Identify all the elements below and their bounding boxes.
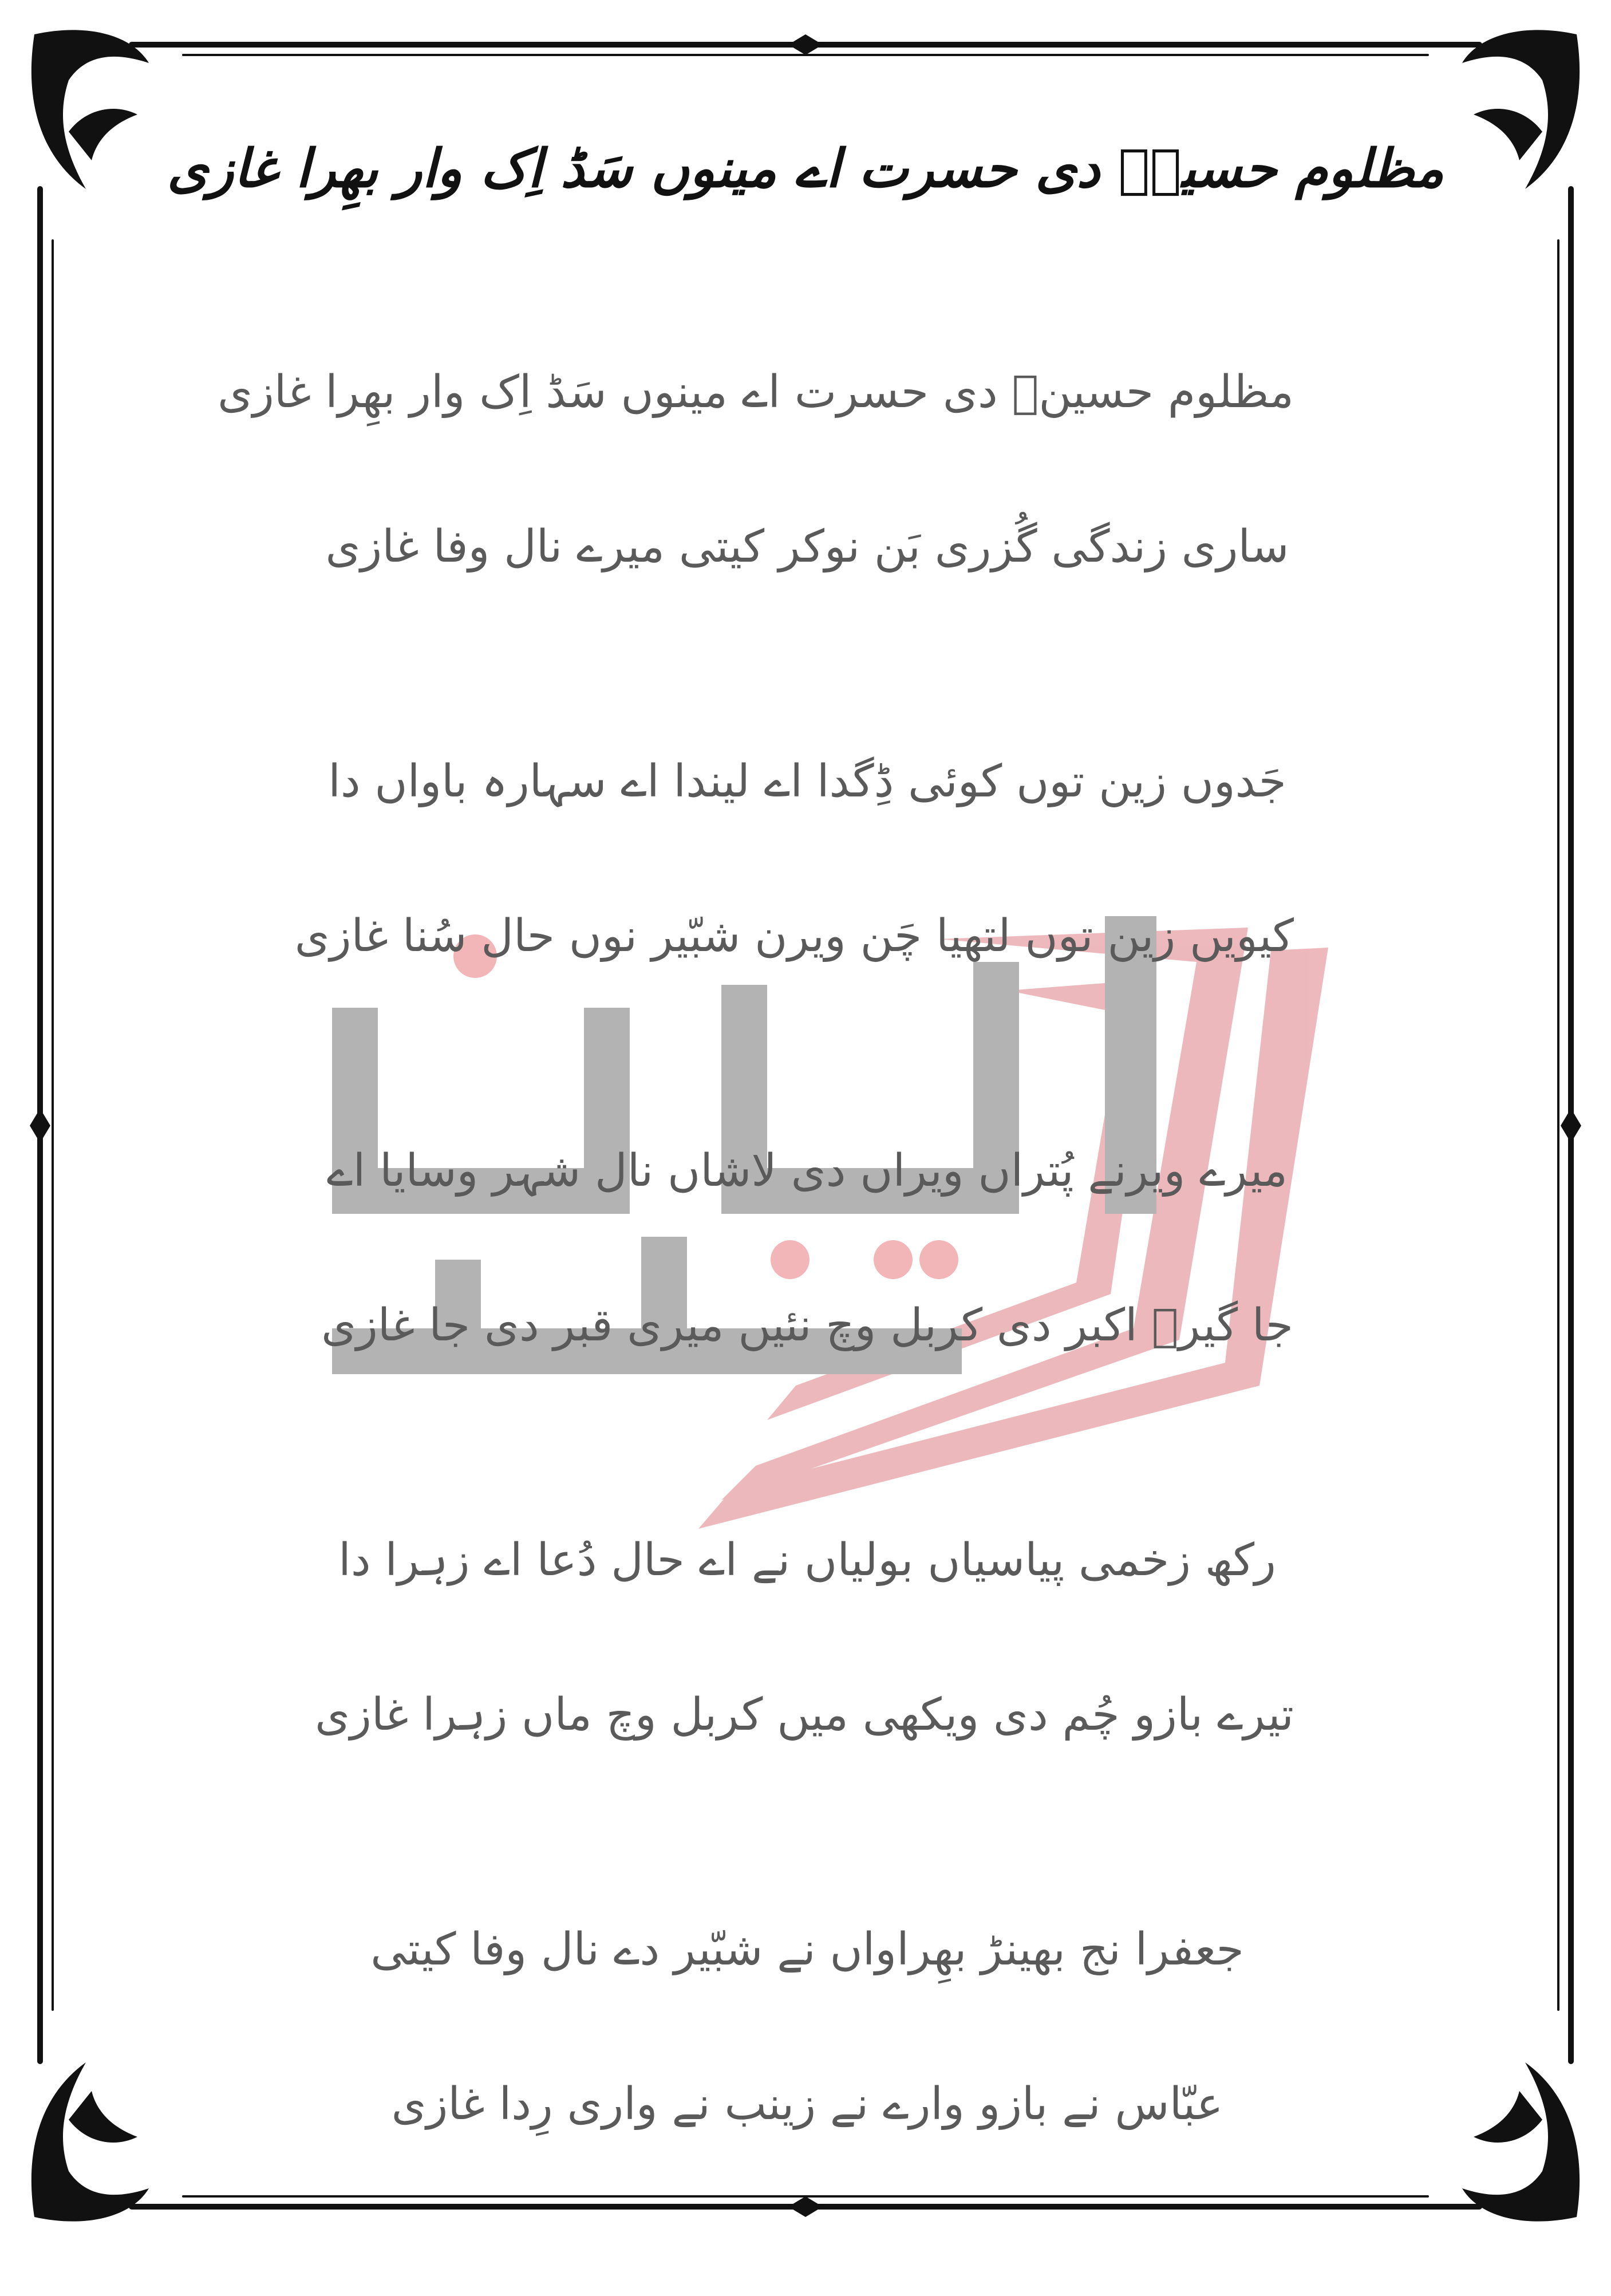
verse-line: رکھ زخمی پیاسیاں بولیاں نے اے حال دُعا اے زہرا دا [338, 1534, 1276, 1586]
stanza-2 [294, 739, 1294, 979]
verse-line: مظلوم حسینؑ دی حسرت اے مینوں سَڈ اِک وار بھِرا غازی [218, 366, 1294, 418]
verse-line: میرے ویرنے پُتراں ویراں دی لاشاں نال شہر وسایا اے [326, 1145, 1288, 1197]
verse-line: ساری زندگی گُزری بَن نوکر کیتی میرے نال وفا غازی [325, 521, 1289, 573]
stanza-3 [321, 1128, 1294, 1368]
verse-line: تیرے بازو چُم دی ویکھی میں کربل وچ ماں زہرا غازی [315, 1689, 1294, 1741]
verse-line: جعفرا نج بھینڑ بھِراواں نے شبّیر دے نال وفا کیتی [370, 1924, 1244, 1975]
stanza-4 [315, 1517, 1294, 1758]
verse-line: جَدوں زین توں کوئی ڈِگدا اے لیندا اے سہارہ باواں دا [328, 756, 1286, 807]
stanza-1 [218, 349, 1294, 590]
verse-line: عبّاس نے بازو وارے نے زینب نے واری رِدا غازی [391, 2078, 1223, 2130]
verses [218, 349, 1294, 2296]
verse-line: جا گیرؑ اکبر دی کربل وچ نئیں میری قبر دی جا غازی [321, 1300, 1293, 1351]
verse-line: کیویں زین توں لتھیا چَن ویرن شبّیر نوں حال سُنا غازی [294, 910, 1294, 962]
stanza-5 [321, 1907, 1294, 2147]
page-title: مظلوم حسینؑ دی حسرت اے مینوں سَڈ اِک وار بھِرا غازی [167, 138, 1444, 199]
